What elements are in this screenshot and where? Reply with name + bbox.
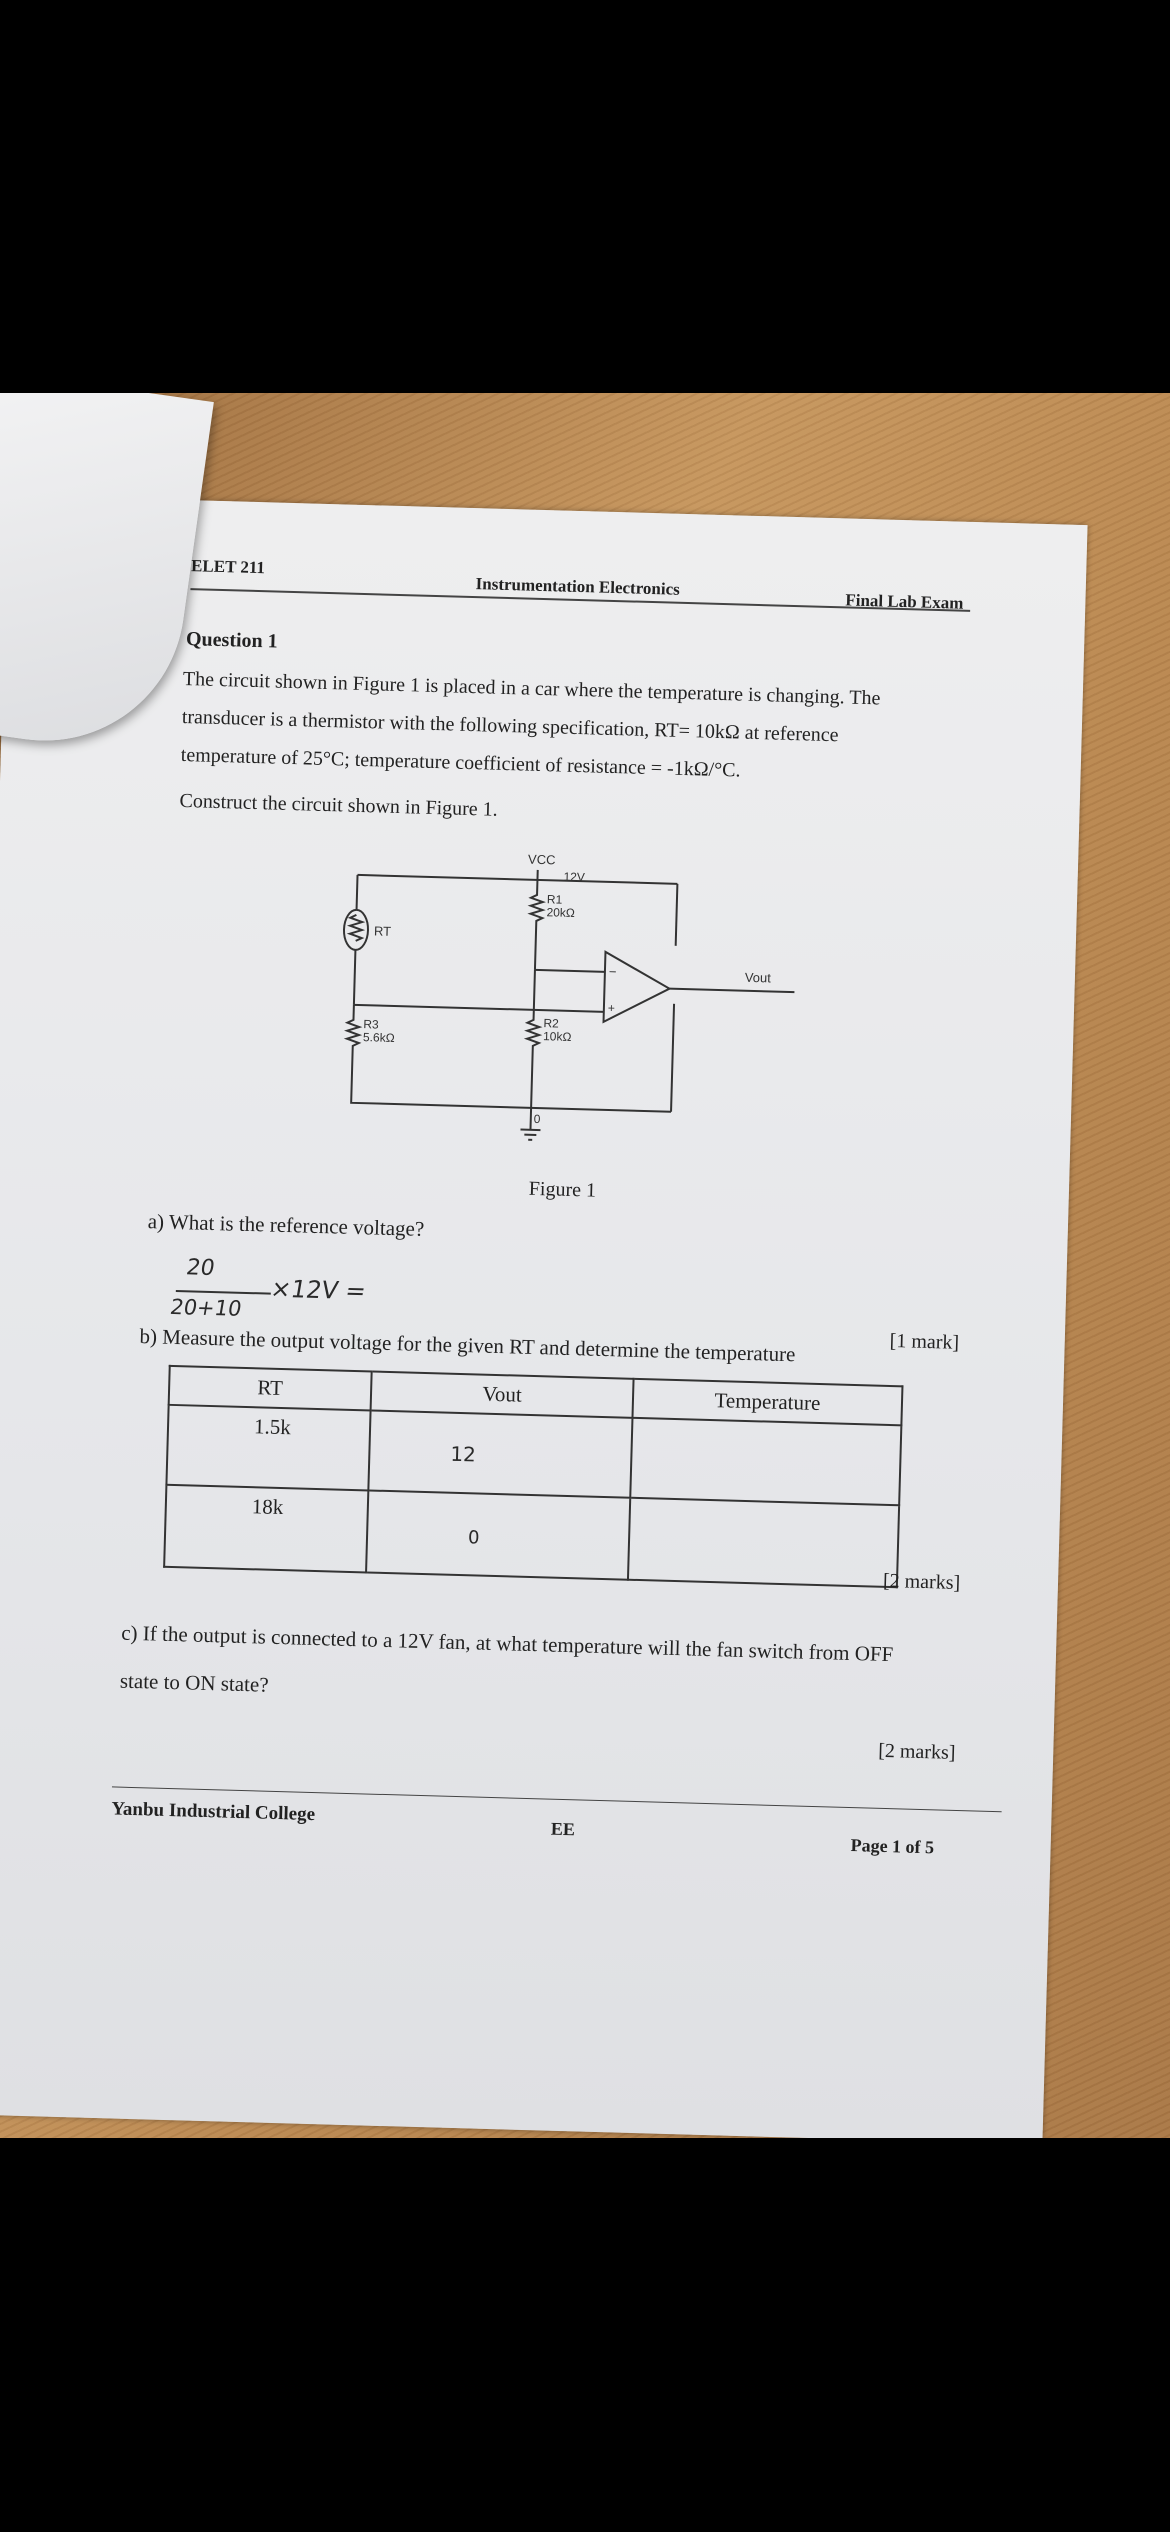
- thermistor-zigzag: [350, 915, 363, 941]
- r2-value: 10kΩ: [542, 1029, 572, 1044]
- header-vout: Vout: [371, 1371, 634, 1417]
- question-intro: [180, 660, 1043, 798]
- r3-value: 5.6kΩ: [362, 1030, 395, 1046]
- construct-instruction: Construct the circuit shown in Figure 1.: [179, 789, 499, 821]
- part-b-question: b) Measure the output voltage for the given RT and determine the temperature: [139, 1324, 796, 1367]
- opamp-vminus-wire: [671, 1004, 674, 1112]
- r1-branch: [529, 880, 544, 970]
- results-table: [163, 1365, 903, 1588]
- department: EE: [550, 1818, 576, 1840]
- r2-branch: [525, 970, 541, 1108]
- circuit-figure: [320, 844, 828, 1168]
- course-code: ELET 211: [190, 556, 266, 578]
- exam-name: Final Lab Exam: [845, 590, 964, 613]
- handwritten-multiplier: ×12V =: [268, 1274, 369, 1306]
- r3-branch: [345, 1005, 674, 1112]
- r1-value: 20kΩ: [546, 905, 576, 920]
- intro-line: The circuit shown in Figure 1 is placed in a car where the temperature is changing. The: [182, 667, 881, 710]
- inverting-input-wire: [535, 970, 605, 972]
- intro-line: temperature of 25°C; temperature coefficient of resistance = -1kΩ/°C.: [180, 743, 741, 782]
- handwritten-numerator: 20: [184, 1255, 217, 1282]
- supply-label: 12V: [563, 869, 586, 885]
- cell-rt: 1.5k: [166, 1405, 370, 1491]
- part-a-question: a) What is the reference voltage?: [147, 1209, 425, 1241]
- handwritten-vout: 0: [467, 1527, 480, 1549]
- r2-name: R2: [543, 1016, 559, 1031]
- header-rt: RT: [169, 1366, 372, 1411]
- cell-temperature[interactable]: [628, 1498, 899, 1587]
- part-a-mark: [1 mark]: [889, 1329, 960, 1354]
- opamp-vplus-wire: [676, 884, 678, 946]
- ground-node-label: 0: [533, 1111, 541, 1127]
- cell-vout[interactable]: [368, 1410, 632, 1497]
- part-c-mark: [2 marks]: [877, 1739, 956, 1764]
- opamp-minus: −: [608, 963, 617, 980]
- cell-rt: 18k: [164, 1485, 368, 1573]
- rt-bottom-wire: [354, 950, 356, 1005]
- question-heading: Question 1: [185, 628, 279, 653]
- course-title: Instrumentation Electronics: [475, 574, 681, 599]
- header-temperature: Temperature: [632, 1379, 902, 1425]
- cell-vout[interactable]: [366, 1490, 630, 1579]
- part-c-line: c) If the output is connected to a 12V fan, at what temperature will the fan switch from OFF: [120, 1620, 894, 1667]
- page-number: Page 1 of 5: [850, 1835, 935, 1858]
- part-c-question: [119, 1609, 894, 1727]
- noninverting-input-wire: [354, 1005, 604, 1012]
- exam-page: [0, 495, 1088, 2138]
- output-wire: [669, 989, 794, 992]
- figure-caption: Figure 1: [528, 1177, 597, 1202]
- part-c-line: state to ON state?: [119, 1668, 269, 1697]
- ground-wire: [530, 1108, 531, 1130]
- rt-top-wire: [357, 875, 358, 910]
- ground-icon: [520, 1130, 540, 1141]
- intro-line: transducer is a thermistor with the following specification, RT= 10kΩ at reference: [181, 705, 839, 747]
- r1-name: R1: [546, 892, 563, 907]
- part-b-mark: [2 marks]: [882, 1569, 961, 1595]
- cell-temperature[interactable]: [630, 1418, 901, 1505]
- college-name: Yanbu Industrial College: [111, 1798, 316, 1826]
- top-wire: [358, 875, 678, 884]
- handwritten-denominator: 20+10: [168, 1294, 244, 1321]
- rt-label: RT: [373, 923, 392, 939]
- vcc-label: VCC: [527, 851, 556, 868]
- photo-background: [0, 393, 1170, 2138]
- vout-label: Vout: [744, 969, 772, 986]
- handwritten-fraction-bar: [176, 1290, 271, 1295]
- opamp-plus: +: [607, 1000, 616, 1016]
- handwritten-vout: 12: [450, 1441, 477, 1467]
- r3-name: R3: [363, 1017, 379, 1032]
